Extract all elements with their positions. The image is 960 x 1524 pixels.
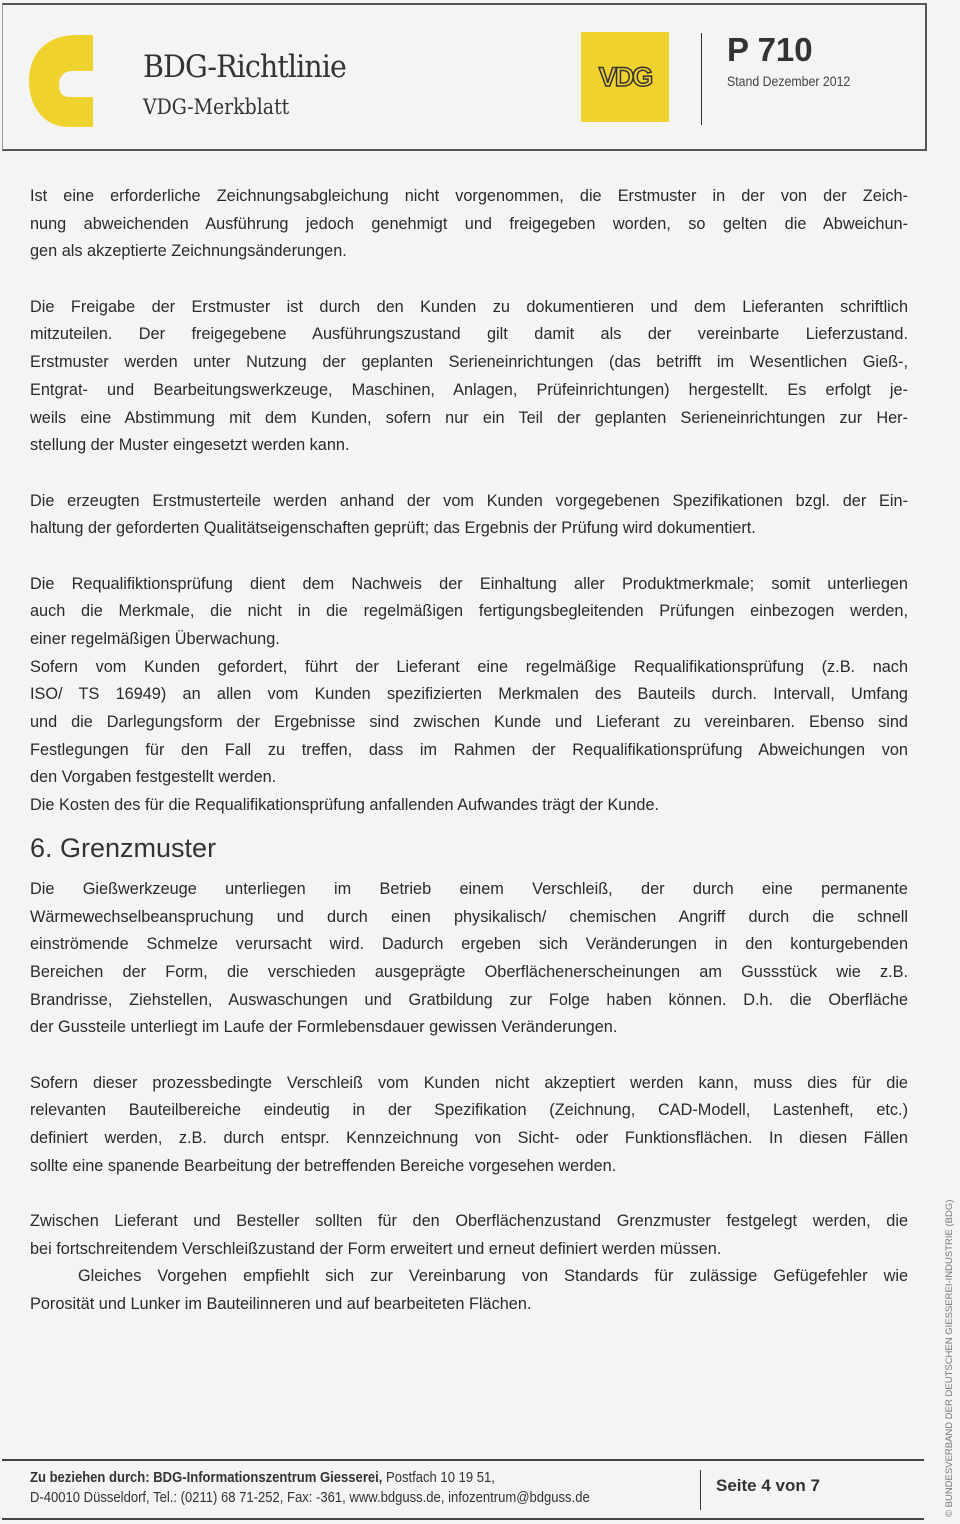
text-line: Bereichen der Form, die verschieden ausgeprägte Oberflächenerscheinungen am Gussstück wie z.B. (30, 962, 908, 981)
text-line: sollte eine spanende Bearbeitung der betreffenden Bereiche vorgesehen werden. (30, 1156, 617, 1175)
footer-divider (700, 1470, 701, 1510)
text-line: den Vorgaben festgestellt werden. (30, 768, 277, 787)
paragraph (30, 654, 908, 792)
text-line: Die Gießwerkzeuge unterliegen im Betrieb einem Verschleiß, der durch eine permanente (30, 879, 908, 898)
text-line: haltung der geforderten Qualitätseigenschaften geprüft; das Ergebnis der Prüfung wird dokumentiert. (30, 519, 756, 538)
paragraph (30, 488, 908, 543)
paragraph-spacer (30, 460, 908, 488)
text-line: Festlegungen für den Fall zu treffen, dass im Rahmen der Requalifikationsprüfung Abweichungen von (30, 740, 908, 759)
text-line: definiert werden, z.B. durch entspr. Kennzeichnung von Sicht- oder Funktionsflächen. In diesen Fällen (30, 1129, 908, 1147)
text-line: ISO/ TS 16949) an allen vom Kunden spezifizierten Merkmalen des Bauteils durch. Intervall, Umfang (30, 685, 908, 704)
paragraph (30, 571, 908, 654)
text-line: Sofern dieser prozessbedingte Verschleiß vom Kunden nicht akzeptiert werden kann, muss dies für die (30, 1073, 908, 1092)
text-line: Zwischen Lieferant und Besteller sollten für den Oberflächenzustand Grenzmuster festgelegt werden, die (30, 1212, 908, 1231)
document-status: Stand Dezember 2012 (727, 73, 851, 89)
text-line: relevanten Bauteilbereiche eindeutig in der Spezifikation (Zeichnung, CAD-Modell, Lastenheft, etc.) (30, 1101, 908, 1120)
paragraph-spacer (30, 543, 908, 571)
text-line: Gleiches Vorgehen empfiehlt sich zur Vereinbarung von Standards für zulässige Gefügefehler wie (78, 1267, 908, 1286)
text-line: mitzuteilen. Der freigegebene Ausführungszustand gilt damit als der vereinbarte Lieferzustand. (30, 325, 908, 344)
text-line: Ist eine erforderliche Zeichnungsabgleichung nicht vorgenommen, die Erstmuster in der von der Zeich- (30, 187, 908, 205)
footer-source-rest: Postfach 10 19 51, (382, 1470, 495, 1486)
text-line: auch die Merkmale, die nicht in die regelmäßigen fertigungsbegleitenden Prüfungen einbezogen werden, (30, 602, 908, 621)
footer-top-rule (2, 1459, 924, 1461)
footer-bottom-rule (2, 1518, 924, 1520)
paragraph (30, 792, 908, 820)
text-line: Die erzeugten Erstmusterteile werden anhand der vom Kunden vorgegebenen Spezifikationen bzgl. der Ein- (30, 491, 908, 510)
header-title: BDG-Richtlinie (143, 49, 346, 85)
text-line: Die Kosten des für die Requalifikationsprüfung anfallenden Aufwandes trägt der Kunde. (30, 796, 660, 815)
text-line: der Gussteile unterliegt im Laufe der Formlebensdauer gewissen Veränderungen. (30, 1018, 618, 1037)
paragraph (30, 294, 908, 460)
text-line: Sofern vom Kunden gefordert, führt der Lieferant eine regelmäßige Requalifikationsprüfung (z.B. nach (30, 657, 908, 676)
paragraph (30, 1208, 908, 1263)
text-line: bei fortschreitendem Verschleißzustand der Form erweitert und erneut definiert werden müssen. (30, 1239, 722, 1258)
paragraph (30, 876, 908, 1042)
text-line: stellung der Muster eingesetzt werden kann. (30, 436, 350, 455)
text-line: nung abweichenden Ausführung jedoch genehmigt und freigegeben worden, so gelten die Abweichun- (30, 214, 908, 233)
text-line: einer regelmäßigen Überwachung. (30, 630, 280, 648)
paragraph (30, 1263, 908, 1318)
vdg-logo: VDG (581, 32, 669, 122)
text-line: Entgrat- und Bearbeitungswerkzeuge, Maschinen, Anlagen, Prüfeinrichtungen) hergestellt. Es erfolgt je- (30, 380, 908, 399)
text-line: Wärmewechselbeanspruchung und durch einen physikalisch/ chemischen Angriff durch die schnell (30, 907, 908, 926)
header-subtitle: VDG-Merkblatt (143, 95, 290, 119)
section-heading: 6. Grenzmuster (30, 832, 217, 863)
paragraph (30, 183, 908, 266)
footer-source-bold: Zu beziehen durch: BDG-Informationszentrum Giesserei, (30, 1470, 383, 1486)
text-line: Die Freigabe der Erstmuster ist durch den Kunden zu dokumentieren und dem Lieferanten schriftlich (30, 297, 908, 316)
paragraph (30, 1070, 908, 1181)
text-line: und die Darlegungsform der Ergebnisse sind zwischen Kunde und Lieferant zu vereinbaren. Ebenso sind (30, 713, 908, 732)
document-body (30, 183, 908, 1319)
footer-source (30, 1468, 590, 1508)
text-line: Die Requalifiktionsprüfung dient dem Nachweis der Einhaltung aller Produktmerkmale; somit unterliegen (30, 574, 908, 593)
text-line: einströmende Schmelze verursacht wird. Dadurch ergeben sich Veränderungen in den konturgebenden (30, 935, 908, 954)
text-line: weils eine Abstimmung mit dem Kunden, sofern nur ein Teil der geplanten Serieneinrichtungen zur Her- (30, 408, 908, 427)
footer-address: D-40010 Düsseldorf, Tel.: (0211) 68 71-252, Fax: -361, www.bdguss.de, infozentrum@bdguss.de (30, 1490, 590, 1506)
side-copyright: © BUNDESVERBAND DER DEUTSCHEN GIESSEREI-INDUSTRIE (BDG) (944, 1199, 955, 1517)
header-box (2, 3, 927, 151)
text-line: Erstmuster werden unter Nutzung der geplanten Serieneinrichtungen (das betrifft im Wesentlichen Gieß-, (30, 353, 908, 372)
page-indicator: Seite 4 von 7 (716, 1476, 820, 1495)
text-line: Brandrisse, Ziehstellen, Auswaschungen und Gratbildung zur Folge haben können. D.h. die Oberfläche (30, 990, 908, 1009)
text-line: gen als akzeptierte Zeichnungsänderungen. (30, 242, 347, 261)
paragraph-spacer (30, 1042, 908, 1070)
header-divider (701, 33, 702, 125)
paragraph-spacer (30, 1180, 908, 1208)
text-line: Porosität und Lunker im Bauteilinneren und auf bearbeiteten Flächen. (30, 1295, 532, 1314)
bdg-logo-icon (29, 35, 93, 127)
document-number: P 710 (727, 31, 813, 68)
paragraph-spacer (30, 266, 908, 294)
